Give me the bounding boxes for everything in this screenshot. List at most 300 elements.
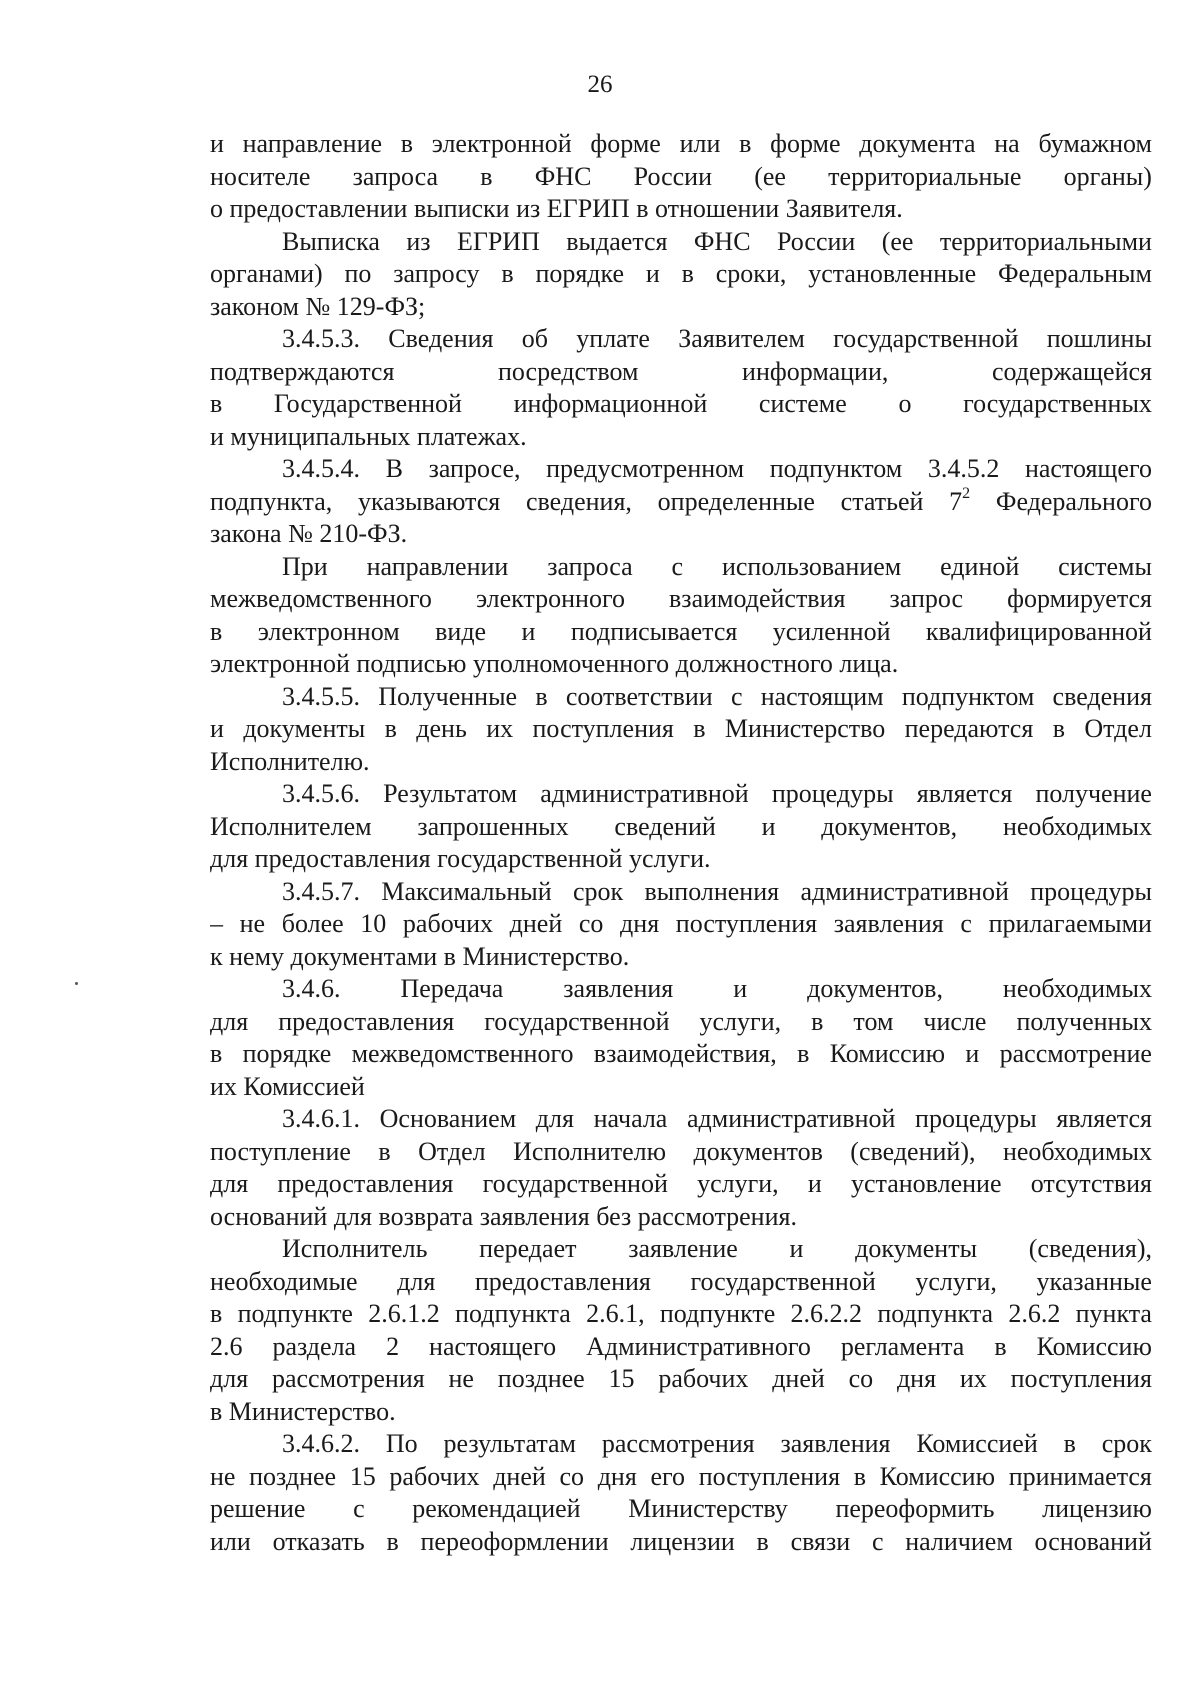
page-number: 26 — [587, 71, 613, 98]
word: ФНС — [534, 161, 592, 191]
word: с — [871, 1526, 884, 1556]
word: дней — [493, 1461, 546, 1491]
word: Комиссию — [1036, 1331, 1152, 1361]
word: указываются — [357, 486, 501, 516]
word: направлении — [366, 551, 509, 581]
word: процедуры — [915, 1104, 1037, 1133]
word: по — [344, 259, 372, 288]
word: передаются — [904, 714, 1034, 743]
word: При — [282, 551, 328, 581]
word: Максимальный — [381, 876, 552, 906]
text-line — [210, 876, 1152, 909]
word: и — [733, 974, 748, 1003]
word: необходимых — [1002, 974, 1152, 1003]
text-line — [210, 681, 1152, 714]
word: для — [210, 1006, 249, 1036]
text-line: для предоставления государственной услуги. — [210, 844, 711, 873]
word: заявления — [780, 1429, 891, 1458]
text-line — [210, 388, 1152, 421]
word: рекомендацией — [412, 1494, 581, 1523]
word: об — [521, 324, 549, 353]
scan-speck — [75, 982, 78, 985]
word: 3.4.5.3. — [282, 324, 360, 353]
word: носителе — [210, 161, 311, 191]
word: лицензию — [1042, 1494, 1152, 1523]
word: заявление — [628, 1234, 738, 1263]
word: пошлины — [1046, 324, 1152, 353]
text-line — [210, 1103, 1152, 1136]
text-line — [210, 1428, 1152, 1461]
text-line — [210, 1461, 1152, 1494]
word: Заявителем — [678, 324, 805, 353]
word: подпункте — [237, 1299, 353, 1328]
word: государственной — [484, 1006, 670, 1036]
word: из — [406, 226, 431, 256]
text-line — [210, 1331, 1152, 1364]
word: необходимых — [1002, 1136, 1152, 1166]
word: административной — [540, 779, 749, 808]
text-line — [210, 323, 1152, 356]
text-line — [210, 1168, 1152, 1201]
word: в — [501, 259, 514, 288]
word: в — [384, 714, 397, 743]
word: дней — [509, 909, 563, 938]
word: информационной — [513, 389, 708, 418]
word: установленные — [808, 259, 977, 288]
word: подтверждаются — [210, 356, 395, 386]
word: Отдел — [1084, 714, 1152, 743]
word: услуги, — [915, 1266, 997, 1296]
word: 2.6.1, — [586, 1299, 645, 1328]
word: Основанием — [379, 1104, 517, 1133]
text-line: к нему документами в Министерство. — [210, 941, 630, 971]
word: и — [645, 259, 660, 288]
word: 3.4.5.6. — [282, 779, 360, 808]
word: их — [959, 1364, 987, 1393]
word: 2 — [386, 1331, 400, 1361]
word: документов, — [807, 974, 943, 1003]
word: и — [807, 1169, 822, 1198]
word: Исполнителем — [210, 811, 372, 841]
word: в — [994, 1331, 1007, 1361]
word: межведомственного — [210, 584, 432, 613]
word: форме — [770, 129, 841, 158]
word: для — [397, 1266, 436, 1296]
word: установление — [851, 1169, 1002, 1198]
word: соответствии — [565, 681, 713, 711]
word: государственной — [690, 1266, 876, 1296]
word: документов, — [821, 811, 958, 841]
word: посредством — [497, 356, 639, 386]
word: подпункта — [455, 1299, 571, 1328]
word: электронного — [475, 584, 625, 613]
word: выполнения — [644, 876, 780, 906]
word: для — [210, 1169, 249, 1198]
word: со — [559, 1461, 585, 1491]
word: предоставления — [474, 1266, 651, 1296]
word: необходимых — [1002, 811, 1152, 841]
word: государственной — [482, 1169, 668, 1198]
word: и — [521, 616, 536, 646]
text-line — [210, 973, 1152, 1006]
word: для — [535, 1104, 574, 1133]
word: предоставления — [277, 1169, 454, 1198]
word: (сведения), — [1028, 1234, 1152, 1263]
word: наличием — [905, 1526, 1013, 1556]
text-line — [210, 486, 1152, 519]
word: с — [353, 1494, 365, 1523]
word: дня — [597, 1461, 637, 1491]
text-line — [210, 356, 1152, 389]
word: переоформлении — [420, 1526, 609, 1556]
word: и — [210, 714, 224, 743]
word: дней — [772, 1364, 825, 1393]
word: запроса — [352, 161, 439, 191]
word: 15 — [608, 1364, 635, 1393]
word: в — [210, 1299, 223, 1328]
text-line — [210, 1298, 1152, 1331]
word: России — [776, 226, 856, 256]
text-line: их Комиссией — [210, 1071, 365, 1101]
word: информации, — [742, 356, 889, 386]
word: в — [210, 389, 223, 418]
word: более — [281, 909, 344, 938]
word: содержащейся — [991, 356, 1152, 386]
word: дня — [620, 909, 660, 938]
word: территориальные — [828, 161, 1022, 191]
word: рабочих — [402, 909, 494, 938]
word: формируется — [1007, 584, 1152, 613]
word: 2.6 — [210, 1331, 243, 1361]
word: или — [679, 129, 721, 158]
word: взаимодействия, — [593, 1039, 777, 1068]
word: его — [650, 1461, 686, 1491]
word: с — [671, 551, 684, 581]
text-line — [210, 1136, 1152, 1169]
word: настоящего — [429, 1331, 557, 1361]
word: системы — [1058, 551, 1152, 581]
text-line — [210, 1493, 1152, 1526]
word: получение — [1035, 779, 1152, 808]
superscript: 2 — [962, 485, 971, 502]
word: связи — [790, 1526, 851, 1556]
word: Государственной — [273, 389, 462, 418]
word: порядке — [535, 259, 625, 288]
word: лицензии — [630, 1526, 735, 1556]
word: день — [416, 714, 467, 743]
word: со — [848, 1364, 874, 1393]
word: или — [210, 1526, 251, 1556]
word: поступления — [1010, 1364, 1152, 1393]
word: 3.4.6.2. — [282, 1429, 360, 1458]
text-line — [210, 616, 1152, 649]
word: Результатом — [383, 779, 518, 808]
word: Комиссию — [879, 1461, 996, 1491]
word: и — [210, 129, 224, 158]
text-line — [210, 161, 1152, 194]
word: начала — [593, 1104, 668, 1133]
text-line: в Министерство. — [210, 1396, 396, 1426]
word: запрошенных — [417, 811, 569, 841]
word: указанные — [1036, 1266, 1152, 1296]
word: необходимые — [210, 1266, 358, 1296]
word: отсутствия — [1030, 1169, 1152, 1198]
word: в — [756, 1526, 769, 1556]
word: в — [535, 681, 548, 711]
word: с — [960, 909, 972, 938]
word: документы — [855, 1234, 978, 1263]
word: заявления — [833, 909, 944, 938]
word: передает — [479, 1234, 577, 1263]
word: электронном — [257, 616, 400, 646]
word: направление — [242, 129, 383, 158]
word: запрос — [889, 584, 964, 613]
word: процедуры — [1030, 876, 1152, 906]
text-line — [210, 1266, 1152, 1299]
word: запроса — [547, 551, 633, 581]
word: России — [633, 161, 713, 191]
word: Сведения — [388, 324, 494, 353]
word: запросе, — [428, 454, 521, 483]
word: Комиссию — [829, 1039, 946, 1068]
word: ЕГРИП — [456, 226, 540, 256]
word: 2.6.2 — [1008, 1299, 1061, 1328]
word: оснований — [1034, 1526, 1152, 1556]
text-line — [210, 583, 1152, 616]
text-line — [210, 128, 1152, 161]
word: документы — [243, 714, 366, 743]
word: $7^2$ — [949, 485, 971, 516]
word: единой — [940, 551, 1020, 581]
word: межведомственного — [351, 1039, 574, 1068]
word: (сведений), — [850, 1136, 976, 1166]
text-line — [210, 811, 1152, 844]
word: виде — [435, 616, 487, 646]
word: на — [994, 129, 1020, 158]
word: статьей — [840, 486, 924, 516]
word: системе — [758, 389, 847, 418]
word: (ее — [754, 161, 786, 191]
word: и — [789, 1234, 804, 1263]
word: в — [400, 129, 414, 158]
word: их — [486, 714, 514, 743]
text-line: закона № 210-ФЗ. — [210, 519, 408, 548]
word: использованием — [721, 551, 902, 581]
word: для — [210, 1364, 249, 1393]
document-body — [210, 128, 1152, 1558]
word: процедуры — [771, 779, 894, 808]
word: 10 — [360, 909, 387, 938]
word: в — [210, 1039, 223, 1068]
word: запросу — [393, 259, 480, 288]
word: электронной — [431, 129, 572, 158]
word: Комиссией — [916, 1429, 1038, 1458]
word: и — [965, 1039, 980, 1068]
word: услуги, — [699, 1006, 782, 1036]
text-line — [210, 713, 1152, 746]
word: раздела — [272, 1331, 357, 1361]
word: в — [1063, 1429, 1076, 1458]
word: подпункте — [659, 1299, 776, 1328]
word: государственной — [833, 324, 1019, 353]
word: Исполнитель — [282, 1234, 428, 1263]
word: сведения — [1052, 681, 1152, 711]
word: полученных — [1016, 1006, 1152, 1036]
word: уплате — [576, 324, 650, 353]
word: сведений — [614, 811, 716, 841]
word: подпункта, — [210, 486, 333, 516]
word: Выписка — [282, 226, 380, 256]
word: рабочих — [389, 1461, 480, 1491]
word: не — [448, 1364, 474, 1393]
text-line: оснований для возврата заявления без рассмотрения. — [210, 1201, 797, 1231]
word: в — [210, 616, 223, 646]
word: административной — [800, 876, 1009, 906]
word: в — [378, 1136, 391, 1166]
word: с — [730, 681, 743, 711]
word: порядке — [242, 1039, 332, 1068]
word: усиленной — [772, 616, 891, 646]
word: принимается — [1008, 1461, 1152, 1491]
word: позднее — [497, 1364, 585, 1393]
word: административной — [686, 1104, 896, 1133]
text-line — [210, 1038, 1152, 1071]
word: 3.4.5.2 — [927, 454, 1000, 483]
word: в — [386, 1526, 399, 1556]
word: числе — [923, 1006, 987, 1036]
word: Федеральным — [997, 259, 1152, 288]
word: взаимодействия — [669, 584, 846, 613]
word: В — [385, 454, 403, 483]
word: срок — [1101, 1429, 1152, 1458]
text-line — [210, 1363, 1152, 1396]
word: 3.4.5.5. — [282, 681, 360, 711]
word: поступления — [532, 714, 674, 743]
word: настоящего — [1024, 454, 1152, 483]
word: государственных — [963, 389, 1152, 418]
word: 15 — [349, 1461, 376, 1491]
word: определенные — [657, 486, 815, 516]
word: документа — [859, 129, 976, 158]
word: 3.4.5.4. — [282, 454, 360, 483]
word: форме — [590, 129, 661, 158]
word: и — [761, 811, 776, 841]
word: органами) — [210, 259, 323, 288]
text-line — [210, 1526, 1152, 1559]
text-line: электронной подписью уполномоченного должностного лица. — [210, 649, 899, 678]
word: поступления — [675, 909, 818, 938]
word: Передача — [400, 974, 504, 1003]
word: поступления — [698, 1461, 841, 1491]
word: По — [385, 1429, 418, 1458]
word: предусмотренном — [546, 454, 745, 483]
word: Административного — [586, 1331, 811, 1361]
word: ФНС — [693, 226, 751, 256]
word: со — [578, 909, 604, 938]
text-line — [210, 1233, 1152, 1266]
word: квалифицированной — [925, 616, 1152, 646]
word: сведения, — [526, 486, 632, 516]
word: том — [853, 1006, 894, 1036]
word: Исполнителю — [513, 1136, 667, 1166]
word: о — [898, 389, 912, 418]
text-line — [210, 1006, 1152, 1039]
word: подписывается — [570, 616, 738, 646]
word: услуги, — [697, 1169, 779, 1198]
word: территориальными — [939, 226, 1152, 256]
word: подпунктом — [769, 454, 903, 483]
word: органы) — [1063, 161, 1152, 191]
word: решение — [210, 1494, 306, 1523]
text-line — [210, 908, 1152, 941]
text-line — [210, 258, 1152, 291]
word: дня — [896, 1364, 937, 1393]
word: настоящим — [760, 681, 884, 711]
word: не — [239, 909, 266, 938]
word: выдается — [566, 226, 668, 256]
text-line — [210, 226, 1152, 259]
text-line: законом № 129-ФЗ; — [210, 291, 426, 321]
word: 3.4.5.7. — [282, 876, 360, 906]
word: Полученные — [378, 681, 518, 711]
word: заявления — [563, 974, 674, 1003]
word: документов — [693, 1136, 823, 1166]
word: в — [1052, 714, 1065, 743]
text-line: Исполнителю. — [210, 746, 370, 776]
word: в — [797, 1039, 810, 1068]
word: в — [739, 129, 752, 158]
word: результатам — [443, 1429, 577, 1458]
word: позднее — [249, 1461, 337, 1491]
word: Отдел — [418, 1136, 486, 1166]
word: в — [693, 714, 706, 743]
word: 2.6.2.2 — [790, 1299, 863, 1328]
word: поступление — [210, 1136, 351, 1166]
word: рассмотрения — [601, 1429, 755, 1458]
text-line — [210, 453, 1152, 486]
word: 2.6.1.2 — [368, 1299, 440, 1328]
word: Федерального — [995, 486, 1152, 516]
word: 3.4.6. — [282, 974, 341, 1003]
word: рассмотрение — [999, 1039, 1152, 1068]
word: бумажном — [1038, 129, 1152, 158]
word: Министерство — [724, 714, 886, 743]
word: регламента — [840, 1331, 965, 1361]
word: – — [210, 909, 223, 938]
word: прилагаемыми — [988, 909, 1152, 938]
word: подпунктом — [901, 681, 1035, 711]
word: в — [681, 259, 694, 288]
word: в — [853, 1461, 866, 1491]
word: не — [210, 1461, 236, 1491]
word: срок — [573, 876, 624, 906]
word: рассмотрения — [271, 1364, 425, 1393]
word: является — [916, 779, 1013, 808]
text-line: о предоставлении выписки из ЕГРИП в отношении Заявителя. — [210, 194, 903, 223]
word: подпункта — [877, 1299, 994, 1328]
text-line — [210, 778, 1152, 811]
word: в — [480, 161, 493, 191]
word: сроки, — [715, 259, 787, 288]
word: 3.4.6.1. — [282, 1104, 360, 1133]
word: пункта — [1075, 1299, 1152, 1328]
word: предоставления — [278, 1006, 455, 1036]
text-line — [210, 551, 1152, 584]
word: рабочих — [658, 1364, 749, 1393]
word: (ее — [881, 226, 914, 256]
word: переоформить — [835, 1494, 995, 1523]
word: в — [811, 1006, 824, 1036]
